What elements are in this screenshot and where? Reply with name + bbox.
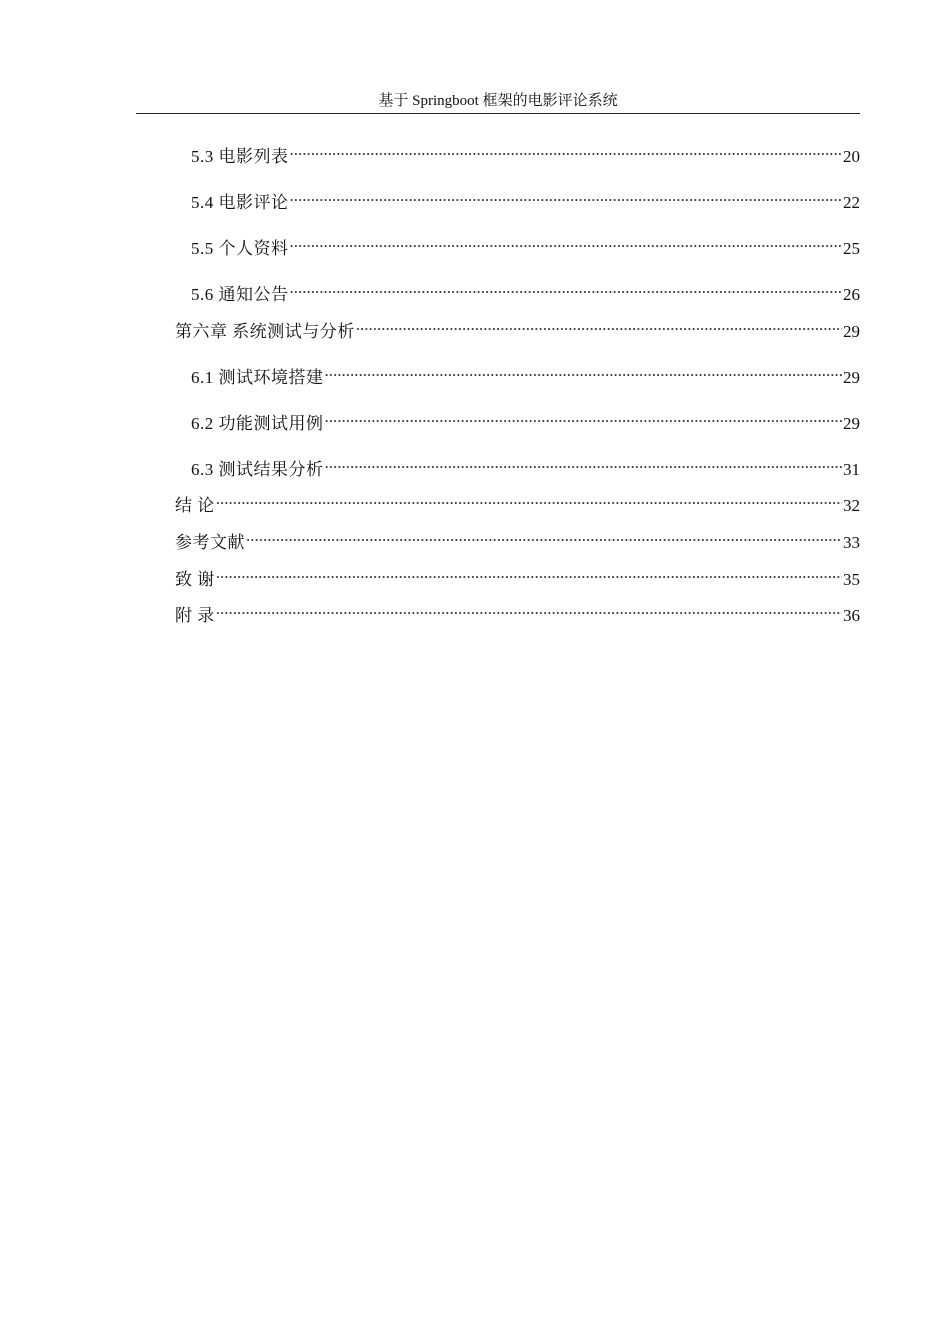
toc-entry[interactable] xyxy=(191,276,860,304)
toc-entry[interactable] xyxy=(191,138,860,166)
toc-dot-leader xyxy=(325,451,843,475)
toc-chapter-entry[interactable] xyxy=(175,524,860,552)
toc-entry-page: 35 xyxy=(843,570,860,589)
toc-entry-page: 20 xyxy=(843,147,860,166)
toc-entry-page: 31 xyxy=(843,460,860,479)
toc-entry-page: 29 xyxy=(843,368,860,387)
toc-entry-title: 参考文献 xyxy=(175,533,245,552)
toc-dot-leader xyxy=(216,597,842,621)
toc-entry-page: 29 xyxy=(843,322,860,341)
toc-dot-leader xyxy=(290,276,843,300)
toc-entry-title: 附 录 xyxy=(175,606,215,625)
running-header-title: 基于 Springboot 框架的电影评论系统 xyxy=(378,93,618,109)
toc-chapter-entry[interactable] xyxy=(175,313,860,341)
toc-entry-title: 结 论 xyxy=(175,496,215,515)
toc-entry-page: 36 xyxy=(843,606,860,625)
toc-dot-leader xyxy=(325,405,843,429)
toc-entry[interactable] xyxy=(191,405,860,433)
toc-dot-leader xyxy=(290,138,843,162)
toc-entry-page: 25 xyxy=(843,239,860,258)
toc-entry-title: 5.6 通知公告 xyxy=(191,285,289,304)
toc-entry-title: 6.3 测试结果分析 xyxy=(191,460,324,479)
toc-entry-title: 6.1 测试环境搭建 xyxy=(191,368,324,387)
toc-entry-title: 第六章 系统测试与分析 xyxy=(175,322,355,341)
toc-entry-page: 26 xyxy=(843,285,860,304)
toc-entry-title: 6.2 功能测试用例 xyxy=(191,414,324,433)
toc-entry-page: 32 xyxy=(843,496,860,515)
toc-entry[interactable] xyxy=(191,359,860,387)
toc-chapter-entry[interactable] xyxy=(175,597,860,625)
toc-dot-leader xyxy=(216,487,842,511)
toc-entry[interactable] xyxy=(191,230,860,258)
toc-entry-title: 致 谢 xyxy=(175,570,215,589)
toc-entry[interactable] xyxy=(191,184,860,212)
toc-dot-leader xyxy=(325,359,843,383)
toc-dot-leader xyxy=(290,184,843,208)
toc-entry-page: 29 xyxy=(843,414,860,433)
toc-entry-page: 22 xyxy=(843,193,860,212)
toc-chapter-entry[interactable] xyxy=(175,487,860,515)
toc-dot-leader xyxy=(246,524,842,548)
toc-dot-leader xyxy=(216,561,842,585)
toc-entry[interactable] xyxy=(191,451,860,479)
toc-entry-title: 5.3 电影列表 xyxy=(191,147,289,166)
toc-entry-title: 5.5 个人资料 xyxy=(191,239,289,258)
toc-entry-title: 5.4 电影评论 xyxy=(191,193,289,212)
toc-chapter-entry[interactable] xyxy=(175,561,860,589)
toc-dot-leader xyxy=(356,313,842,337)
toc-dot-leader xyxy=(290,230,843,254)
toc-entry-page: 33 xyxy=(843,533,860,552)
